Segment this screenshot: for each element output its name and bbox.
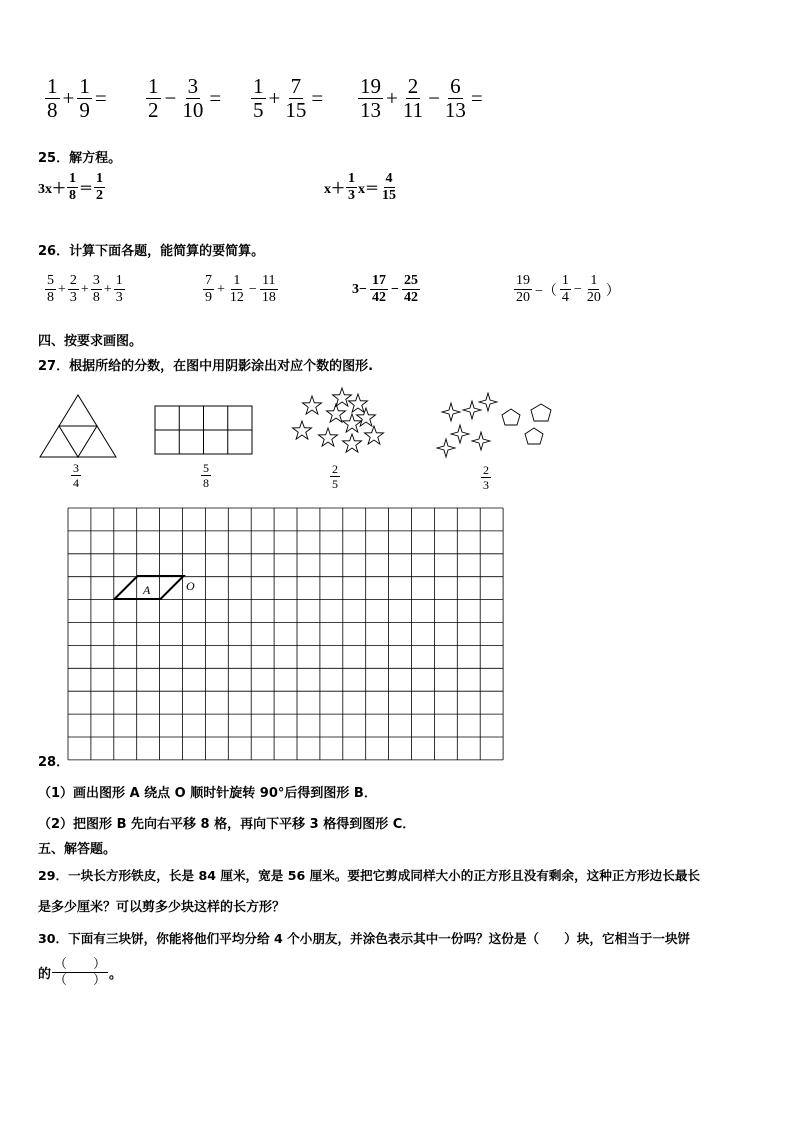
fraction bbox=[283, 76, 308, 121]
numerator: 2 bbox=[407, 74, 419, 98]
denominator: 15 bbox=[285, 98, 307, 122]
q30-denominator-blank[interactable]: （ ） bbox=[54, 973, 107, 988]
frac-den: 4 bbox=[73, 476, 79, 490]
sparkles-and-pentagons-figure[interactable] bbox=[434, 392, 560, 464]
eq2-mid: x＝ bbox=[358, 181, 379, 197]
operator: + bbox=[103, 281, 112, 297]
operator: + bbox=[58, 281, 66, 297]
q27-title: 27．根据所给的分数，在图中用阴影涂出对应个数的图形. bbox=[38, 359, 374, 374]
denominator: 9 bbox=[205, 290, 212, 305]
q29-line-2: 是多少厘米？可以剪多少块这样的长方形？ bbox=[38, 900, 286, 915]
numerator: 19 bbox=[360, 74, 381, 98]
q30-answer-fraction[interactable] bbox=[52, 958, 108, 987]
numerator: 6 bbox=[450, 74, 461, 98]
section-5-heading: 五、解答题。 bbox=[38, 842, 117, 857]
numerator: 5 bbox=[47, 273, 54, 288]
operator: + bbox=[62, 86, 75, 110]
label-o: O bbox=[186, 579, 195, 593]
eq1-a-num: 1 bbox=[69, 171, 76, 186]
operator: + bbox=[80, 281, 89, 297]
fraction bbox=[585, 274, 603, 305]
fraction bbox=[91, 274, 102, 305]
denominator: 12 bbox=[229, 290, 244, 305]
operator: − bbox=[428, 86, 440, 110]
stars-figure[interactable] bbox=[290, 386, 390, 458]
operator: − bbox=[390, 281, 399, 297]
denominator: 11 bbox=[402, 98, 424, 122]
fraction bbox=[228, 274, 246, 305]
frac-num: 5 bbox=[203, 461, 209, 475]
fraction-label-2-3 bbox=[481, 464, 491, 491]
numerator: 25 bbox=[403, 273, 418, 288]
frac-num: 3 bbox=[73, 461, 79, 475]
numerator: 1 bbox=[590, 273, 598, 288]
fraction bbox=[146, 76, 161, 121]
numerator: 19 bbox=[516, 273, 530, 288]
operator: = bbox=[470, 86, 483, 110]
triangle-figure[interactable] bbox=[38, 393, 118, 461]
fraction bbox=[560, 274, 571, 305]
drawing-grid[interactable] bbox=[66, 506, 504, 764]
fraction bbox=[443, 76, 468, 121]
section-4-heading: 四、按要求画图。 bbox=[38, 334, 143, 349]
eq2-lead: x＋ bbox=[324, 181, 345, 197]
rectangle-grid-figure[interactable] bbox=[154, 405, 254, 455]
q25-title: 25．解方程。 bbox=[38, 151, 122, 166]
equation-1 bbox=[38, 172, 106, 203]
grid-lines bbox=[68, 508, 503, 760]
fraction-label-2-5 bbox=[330, 463, 340, 490]
numerator: 3 bbox=[187, 74, 199, 98]
operator: −（ bbox=[535, 283, 557, 299]
fraction bbox=[203, 274, 214, 305]
operator: ） bbox=[605, 283, 620, 299]
q30-numerator-blank[interactable]: （ ） bbox=[54, 957, 107, 972]
eq1-lead: 3x＋ bbox=[38, 181, 66, 197]
denominator: 10 bbox=[182, 98, 204, 122]
q28-step-2: （2）把图形 B 先向右平移 8 格，再向下平移 3 格得到图形 C． bbox=[38, 817, 416, 832]
calc-q26-e4 bbox=[513, 274, 622, 305]
eq2-a-num: 1 bbox=[348, 171, 355, 186]
operator: = bbox=[209, 86, 222, 110]
operator: + bbox=[268, 86, 281, 110]
denominator: 20 bbox=[586, 290, 601, 305]
operator: − bbox=[164, 86, 177, 110]
fraction-label-3-4 bbox=[71, 462, 81, 489]
denominator: 20 bbox=[516, 290, 530, 305]
calc-1-2-minus-3-10 bbox=[145, 76, 224, 121]
fraction bbox=[260, 274, 278, 305]
eq1-b-den: 2 bbox=[96, 188, 103, 203]
denominator: 3 bbox=[69, 290, 77, 305]
operator: − bbox=[573, 281, 582, 297]
q28-number: 28． bbox=[38, 755, 70, 770]
frac-num: 2 bbox=[332, 462, 338, 476]
fraction bbox=[45, 274, 56, 305]
numerator: 1 bbox=[148, 74, 159, 98]
calc-19-13-expression bbox=[357, 76, 485, 121]
calc-1-8-plus-1-9 bbox=[44, 76, 109, 121]
frac-den: 8 bbox=[203, 476, 209, 490]
fraction bbox=[514, 274, 532, 305]
calc-q26-e2 bbox=[202, 274, 279, 305]
denominator: 4 bbox=[561, 290, 569, 305]
frac-den: 5 bbox=[332, 477, 338, 491]
q30-line-2 bbox=[38, 958, 122, 987]
q26-title: 26．计算下面各题，能简算的要简算。 bbox=[38, 244, 265, 259]
fraction bbox=[68, 274, 79, 305]
operator: 3− bbox=[352, 281, 367, 297]
calc-q26-e3 bbox=[350, 274, 421, 305]
denominator: 8 bbox=[47, 98, 58, 122]
denominator: 8 bbox=[92, 290, 100, 305]
operator: − bbox=[248, 281, 257, 297]
operator: = bbox=[94, 86, 107, 110]
denominator: 2 bbox=[148, 98, 159, 122]
eq1-b-num: 1 bbox=[96, 171, 103, 186]
q28-step-1: （1）画出图形 A 绕点 O 顺时针旋转 90°后得到图形 B． bbox=[38, 786, 377, 801]
calc-1-5-plus-7-15 bbox=[250, 76, 325, 121]
eq2-a-den: 3 bbox=[348, 188, 355, 203]
fraction bbox=[402, 274, 420, 305]
numerator: 3 bbox=[92, 273, 100, 288]
fraction bbox=[77, 76, 92, 121]
fraction bbox=[251, 76, 266, 121]
label-a: A bbox=[143, 583, 151, 597]
operator: = bbox=[311, 86, 324, 110]
denominator: 13 bbox=[360, 98, 381, 122]
denominator: 42 bbox=[371, 290, 386, 305]
q30-tail: 。 bbox=[109, 967, 123, 982]
numerator: 1 bbox=[253, 74, 264, 98]
eq1-a-den: 8 bbox=[69, 188, 76, 203]
eq2-b-num: 4 bbox=[385, 171, 393, 186]
fraction bbox=[401, 76, 425, 121]
numerator: 1 bbox=[233, 273, 241, 288]
denominator: 8 bbox=[47, 290, 54, 305]
fraction bbox=[358, 76, 383, 121]
fraction bbox=[180, 76, 205, 121]
numerator: 17 bbox=[371, 273, 386, 288]
numerator: 7 bbox=[290, 74, 302, 98]
denominator: 9 bbox=[79, 98, 90, 122]
fraction bbox=[114, 274, 125, 305]
numerator: 1 bbox=[115, 273, 123, 288]
denominator: 3 bbox=[115, 290, 123, 305]
numerator: 11 bbox=[262, 273, 276, 288]
numerator: 2 bbox=[69, 273, 77, 288]
q30-line-1: 30．下面有三块饼，你能将他们平均分给 4 个小朋友，并涂色表示其中一份吗？这份是（ ）块，它相当于一块饼 bbox=[38, 931, 691, 946]
denominator: 42 bbox=[403, 290, 418, 305]
frac-den: 3 bbox=[483, 478, 489, 492]
fraction-label-5-8 bbox=[201, 462, 211, 489]
fraction bbox=[370, 274, 388, 305]
operator: + bbox=[386, 86, 398, 110]
eq1-mid: ＝ bbox=[79, 181, 93, 197]
denominator: 5 bbox=[253, 98, 264, 122]
numerator: 7 bbox=[205, 273, 212, 288]
numerator: 1 bbox=[561, 273, 569, 288]
q30-lead: 的 bbox=[38, 967, 52, 982]
denominator: 18 bbox=[261, 290, 276, 305]
denominator: 13 bbox=[444, 98, 466, 122]
operator: + bbox=[217, 281, 225, 297]
eq2-b-den: 15 bbox=[382, 188, 396, 203]
numerator: 1 bbox=[47, 74, 58, 98]
numerator: 1 bbox=[79, 74, 90, 98]
frac-num: 2 bbox=[483, 463, 489, 477]
equation-2 bbox=[324, 172, 399, 203]
q29-line-1: 29．一块长方形铁皮，长是 84 厘米，宽是 56 厘米。要把它剪成同样大小的正方形且没有剩余，这种正方形边长最长 bbox=[38, 868, 701, 883]
fraction bbox=[45, 76, 60, 121]
calc-q26-e1 bbox=[44, 274, 126, 305]
